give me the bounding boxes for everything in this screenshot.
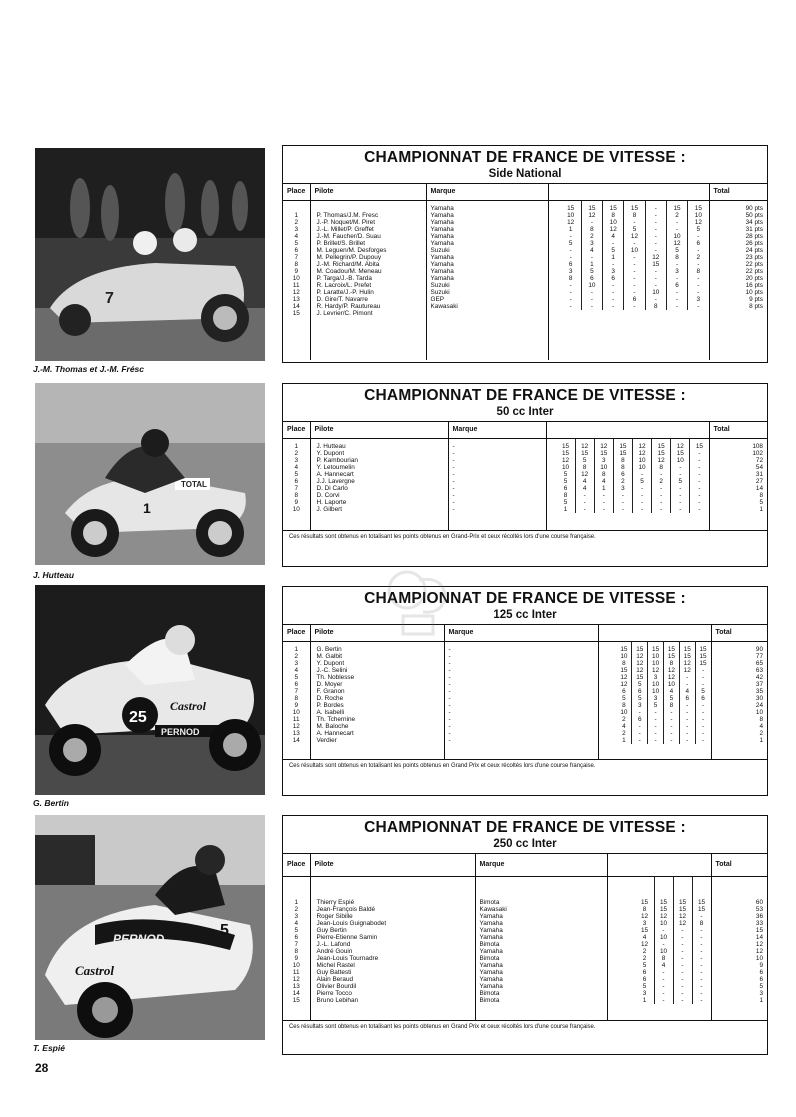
race-points-grid bbox=[607, 876, 711, 1020]
panel-subtitle: Side National bbox=[488, 168, 562, 180]
pilote-column: J. Hutteau Y. Dupont P. Kambourian Y. Letoumelin A. Hannecart J.J. Lavergne D. Di Carlo D. Corvi H. Laporte J. Gilbert bbox=[310, 438, 448, 530]
place-column: 1 2 3 4 5 6 7 8 9 10 11 12 13 14 15 bbox=[283, 200, 310, 360]
col-header-place: Place bbox=[283, 625, 310, 641]
col-header-races bbox=[546, 422, 709, 438]
race-column: 15 2 - - 10 12 5 8 - 3 - 6 - - - bbox=[667, 201, 688, 311]
results-table bbox=[283, 184, 768, 360]
panel-header bbox=[283, 587, 767, 625]
svg-text:Castrol: Castrol bbox=[170, 699, 207, 713]
col-header-races bbox=[598, 625, 711, 641]
svg-text:PERNOD: PERNOD bbox=[113, 932, 165, 946]
svg-text:PERNOD: PERNOD bbox=[161, 727, 200, 737]
race-column: 15 12 12 12 15 5 6 5 3 - 6 - - - bbox=[632, 642, 648, 745]
results-table bbox=[283, 625, 768, 759]
pilote-column: P. Thomas/J.M. Fresc J.-P. Noquet/M. Piret J.-L. Millet/P. Greffet J.-M. Faucher/D. Suau P. Brillet/S. Brillet M. Leguen/M. Desforges M. Pellegrin/P. Dupouy J.-M. Richard/M. Abita M. Coadou/M. Meneau P. Targa/J.-B. Tarda R. Lacroix/L. Prefet P. Laratte/J.-P. Hulin D. Gire/T. Navarre R. Hardy/P. Rautureau J. Levrier/C. Pimont bbox=[310, 200, 426, 360]
250cc-photo bbox=[35, 815, 265, 1040]
race-column: 15 15 8 12 12 10 4 5 8 - - - - - bbox=[664, 642, 680, 745]
col-header-total: Total bbox=[711, 625, 768, 641]
marque-column: - - - - - - - - - - - - - - bbox=[444, 641, 598, 759]
col-header-total: Total bbox=[709, 184, 768, 200]
panel-header bbox=[283, 384, 767, 422]
race-column: 15 15 12 10 5 5 6 8 5 1 bbox=[557, 439, 576, 513]
col-header-races bbox=[607, 854, 711, 876]
race-column: 12 15 10 - - 5 - - - - bbox=[671, 439, 690, 513]
col-header-place: Place bbox=[283, 854, 310, 876]
race-column: 15 15 15 - - - 5 6 - - - - - - bbox=[699, 645, 707, 745]
race-column: 15 15 - 8 - - - - - - - - - - - bbox=[697, 898, 706, 1005]
results-table bbox=[283, 422, 768, 530]
panel-header bbox=[283, 816, 767, 854]
panel-title: CHAMPIONNAT DE FRANCE DE VITESSE : bbox=[364, 590, 686, 607]
photo-caption: T. Espié bbox=[33, 1043, 65, 1053]
panel-title: CHAMPIONNAT DE FRANCE DE VITESSE : bbox=[364, 819, 686, 836]
svg-text:7: 7 bbox=[105, 290, 114, 307]
col-header-total: Total bbox=[711, 854, 768, 876]
col-header-pilote: Pilote bbox=[310, 184, 426, 200]
svg-text:25: 25 bbox=[129, 709, 147, 726]
race-column: 15 8 12 3 15 4 12 2 2 5 6 6 5 3 1 bbox=[636, 877, 655, 1005]
race-column: 12 12 10 10 - 5 - - - - bbox=[633, 439, 652, 513]
place-column: 1 2 3 4 5 6 7 8 9 10 11 12 13 14 bbox=[283, 641, 310, 759]
panel-subtitle: 50 cc Inter bbox=[496, 406, 554, 418]
svg-text:Castrol: Castrol bbox=[75, 963, 115, 978]
panel-subtitle: 250 cc Inter bbox=[493, 838, 557, 850]
col-header-marque: Marque bbox=[475, 854, 607, 876]
panel-title: CHAMPIONNAT DE FRANCE DE VITESSE : bbox=[364, 149, 686, 166]
results-footnote: Ces résultats sont obtenus en totalisant les points obtenus en Grand-Prix et ceux récoltés lors d'une course française. bbox=[283, 530, 767, 543]
total-column: 60 53 36 33 15 14 12 12 10 9 6 6 5 3 1 bbox=[755, 898, 763, 1005]
race-column: 15 15 12 12 - - - - - - - - - - - bbox=[674, 877, 693, 1005]
results-panel-125cc bbox=[282, 586, 768, 796]
race-column: 15 10 12 5 - 6 - 2 - 8 - - - 3 - bbox=[694, 204, 702, 311]
results-footnote: Ces résultats sont obtenus en totalisant les points obtenus en Grand Prix et ceux récoltés lors d'une course française. bbox=[283, 1020, 767, 1033]
marque-column: Bimota Kawasaki Yamaha Yamaha Yamaha Yamaha Bimota Yamaha Bimota Yamaha Yamaha Yamaha Yamaha Bimota Bimota bbox=[475, 876, 607, 1020]
race-column: 15 10 8 15 12 12 6 5 8 10 2 4 2 1 bbox=[617, 642, 633, 745]
page-number: 28 bbox=[35, 1061, 49, 1075]
50cc-photo bbox=[35, 383, 265, 565]
race-column: 15 8 10 12 4 - 5 1 - 3 6 - - - - bbox=[603, 201, 624, 311]
race-column: 15 8 - 5 12 - 10 - - - - - - 6 - bbox=[624, 201, 645, 311]
place-column: 1 2 3 4 5 6 7 8 9 10 11 12 13 14 15 bbox=[283, 876, 310, 1020]
race-column: 12 15 5 8 12 4 4 - - - bbox=[576, 439, 595, 513]
svg-text:5: 5 bbox=[220, 922, 229, 939]
col-header-marque: Marque bbox=[448, 422, 546, 438]
svg-text:TOTAL: TOTAL bbox=[181, 480, 207, 489]
watermark-logo bbox=[383, 566, 451, 638]
col-header-place: Place bbox=[283, 184, 310, 200]
race-column: 15 12 - 8 2 3 4 - 1 5 6 10 - - - bbox=[582, 201, 603, 311]
panel-title: CHAMPIONNAT DE FRANCE DE VITESSE : bbox=[364, 387, 686, 404]
col-header-marque: Marque bbox=[444, 625, 598, 641]
results-footnote: Ces résultats sont obtenus en totalisant les points obtenus en Grand Prix et ceux récoltés lors d'une course française. bbox=[283, 759, 767, 772]
col-header-marque: Marque bbox=[426, 184, 548, 200]
marque-column: Yamaha Yamaha Yamaha Yamaha Yamaha Yamaha Suzuki Yamaha Yamaha Yamaha Yamaha Suzuki Suzuki GEP Kawasaki bbox=[426, 200, 548, 360]
photo-caption: J.-M. Thomas et J.-M. Frésc bbox=[33, 364, 144, 374]
results-panel-250cc bbox=[282, 815, 768, 1055]
svg-text:1: 1 bbox=[143, 500, 151, 516]
race-column: 15 15 8 8 6 2 3 - - - bbox=[614, 439, 633, 513]
col-header-pilote: Pilote bbox=[310, 854, 475, 876]
race-column: 15 10 10 12 3 10 10 3 5 - - - - - bbox=[648, 642, 664, 745]
photo-caption: J. Hutteau bbox=[33, 570, 75, 580]
col-header-total: Total bbox=[709, 422, 768, 438]
pilote-column: G. Bertin M. Galbit Y. Dupont J.-C. Selini Th. Noblesse D. Moyer F. Granon D. Roche P. Bordes A. Isabelli Th. Tchernine M. Baloche A. Hannecart Verdier bbox=[310, 641, 444, 759]
results-table bbox=[283, 854, 768, 1020]
total-column: 90 pts 50 pts 34 pts 31 pts 28 pts 26 pts 24 pts 23 pts 22 pts 22 pts 20 pts 16 pts 10 pts 9 pts 8 pts bbox=[745, 204, 763, 311]
total-column: 90 77 65 63 42 37 35 30 24 10 8 4 2 1 bbox=[755, 645, 763, 745]
col-header-races bbox=[548, 184, 709, 200]
col-header-pilote: Pilote bbox=[310, 422, 448, 438]
col-header-pilote: Pilote bbox=[310, 625, 444, 641]
marque-column: - - - - - - - - - - bbox=[448, 438, 546, 530]
sidecar-photo bbox=[35, 148, 265, 361]
photo-caption: G. Bertin bbox=[33, 798, 69, 808]
col-header-place: Place bbox=[283, 422, 310, 438]
race-column: 15 15 12 8 - 2 - - - - bbox=[652, 439, 671, 513]
race-column: 12 15 3 10 8 4 1 - - - bbox=[595, 439, 614, 513]
panel-subtitle: 125 cc Inter bbox=[493, 609, 557, 621]
race-points-grid bbox=[548, 200, 709, 360]
race-points-grid bbox=[546, 438, 709, 530]
panel-header bbox=[283, 146, 767, 184]
pilote-column: Thierry Espié Jean-François Baldé Roger Sibille Jean-Louis Guignabodet Guy Bertin Pierre-Etienne Samin J.-L. Lafond André Gouin Jean-Louis Tournadre Michel Rastel Guy Battesti Alain Beraud Olivier Bourdil Pierre Tocco Bruno Lebihan bbox=[310, 876, 475, 1020]
race-column: 15 - - - - - - - - - bbox=[695, 442, 703, 513]
race-column: 15 15 12 10 - 10 - 10 8 4 - - - - - bbox=[655, 877, 674, 1005]
results-panel-side-national bbox=[282, 145, 768, 363]
race-column: - - - - - - - 12 15 - - - 10 - 8 bbox=[646, 201, 667, 311]
results-panel-50cc bbox=[282, 383, 768, 567]
race-column: 15 15 12 12 - - 4 6 - - - - - - bbox=[680, 642, 696, 745]
place-column: 1 2 3 4 5 6 7 8 9 10 bbox=[283, 438, 310, 530]
race-column: 15 10 12 1 - 5 - - 6 3 8 - - - - bbox=[561, 201, 582, 311]
total-column: 108 102 72 54 31 27 14 8 5 1 bbox=[752, 442, 763, 513]
125cc-photo bbox=[35, 585, 265, 795]
race-points-grid bbox=[598, 641, 711, 759]
